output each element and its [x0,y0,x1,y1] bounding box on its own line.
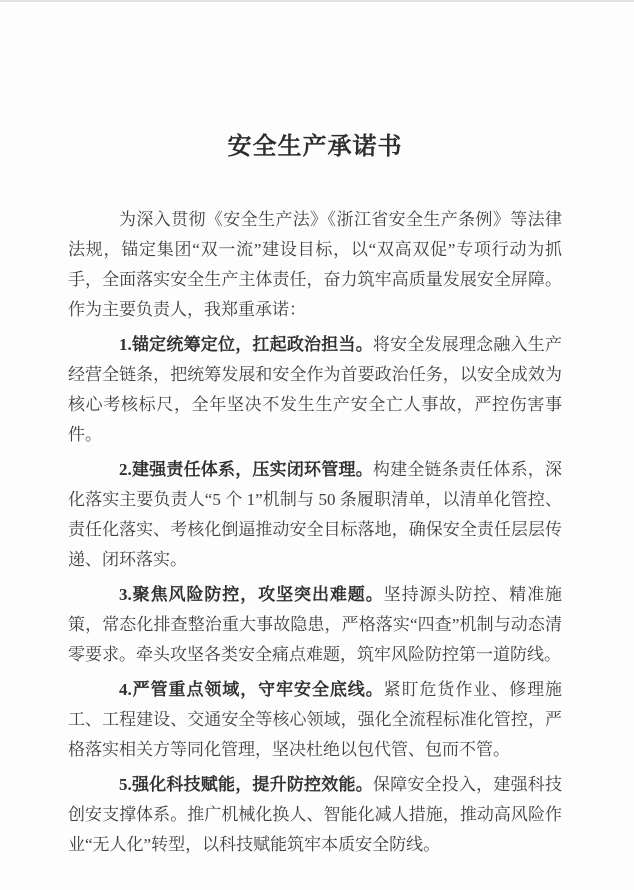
paragraph-text: 坚持源头防控、精准施策，常态化排查整治重大事故隐患，严格落实“四查”机制与动态清零要求。牵头攻坚各类安全痛点难题，筑牢风险防控第一道防线。 [68,585,562,664]
document-body [68,205,562,860]
paragraph-lead: 3.聚焦风险防控，攻坚突出难题。 [119,585,384,604]
paragraph [68,675,562,765]
document-title: 安全生产承诺书 [227,134,403,160]
paragraph-text: 为深入贯彻《安全生产法》《浙江省安全生产条例》等法律法规，锚定集团“双一流”建设目标，以“双高双促”专项行动为抓手，全面落实安全生产主体责任，奋力筑牢高质量发展安全屏障。作为主要负责人，我郑重承诺： [68,210,562,319]
paragraph-text: 紧盯危货作业、修理施工、工程建设、交通安全等核心领域，强化全流程标准化管控，严格落实相关方等同化管理，坚决杜绝以包代管、包而不管。 [68,680,562,759]
paragraph [68,455,562,575]
paragraph-text: 将安全发展理念融入生产经营全链条，把统筹发展和安全作为首要政治任务，以安全成效为核心考核标尺，全年坚决不发生生产安全亡人事故，严控伤害事件。 [68,335,563,444]
paragraph-lead: 4.严管重点领域，守牢安全底线。 [119,680,384,699]
paragraph-text: 构建全链条责任体系，深化落实主要负责人“5 个 1”机制与 50 条履职清单，以清单化管控、责任化落实、考核化倒逼推动安全目标落地，确保安全责任层层传递、闭环落实。 [68,460,563,569]
paragraph-text: 保障安全投入，建强科技创安支撑体系。推广机械化换人、智能化减人措施，推动高风险作业“无人化”转型，以科技赋能筑牢本质安全防线。 [68,775,563,854]
paragraph [68,580,562,670]
paragraph-lead: 5.强化科技赋能，提升防控效能。 [119,775,373,794]
paragraph [68,770,562,860]
paragraph [68,205,562,325]
paragraph-lead: 2.建强责任体系，压实闭环管理。 [119,460,373,479]
paragraph [68,330,562,450]
paragraph-lead: 1.锚定统筹定位，扛起政治担当。 [119,335,373,354]
